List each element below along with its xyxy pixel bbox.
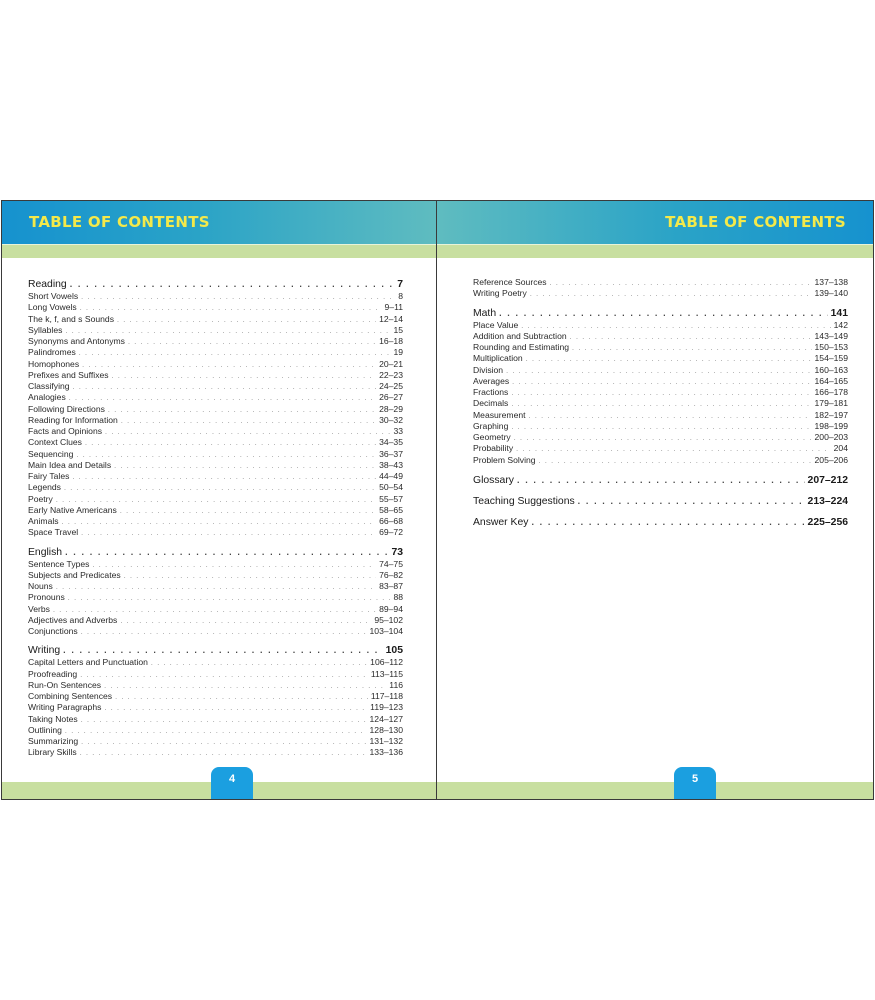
page-number-tab: 5 bbox=[674, 767, 716, 799]
dot-leader bbox=[539, 456, 812, 467]
dot-leader bbox=[85, 438, 376, 449]
toc-entry-pages: 116 bbox=[389, 679, 403, 690]
toc-entry bbox=[28, 392, 403, 403]
toc-entry-title: Division bbox=[473, 364, 504, 375]
dot-leader bbox=[499, 306, 828, 320]
toc-entry-title: Probability bbox=[473, 443, 514, 454]
left-page bbox=[2, 201, 437, 799]
toc-entry-pages: 95–102 bbox=[374, 614, 403, 625]
toc-entry bbox=[28, 657, 403, 668]
toc-entry-title: Homophones bbox=[28, 358, 80, 369]
toc-section-heading-pages: 207–212 bbox=[807, 474, 848, 486]
page-title: TABLE OF CONTENTS bbox=[29, 213, 210, 231]
page-number-tab: 4 bbox=[211, 767, 253, 799]
dot-leader bbox=[76, 450, 376, 461]
toc-entry bbox=[28, 725, 403, 736]
toc-entry-title: Synonyms and Antonyms bbox=[28, 336, 125, 346]
page-header bbox=[2, 201, 436, 244]
toc-section-heading bbox=[28, 277, 403, 291]
dot-leader bbox=[128, 337, 376, 348]
dot-leader bbox=[108, 405, 376, 416]
toc-entry-pages: 198–199 bbox=[814, 420, 848, 431]
toc-entry-pages: 66–68 bbox=[379, 516, 403, 526]
toc-section-heading-title: Answer Key bbox=[473, 516, 529, 528]
dot-leader bbox=[511, 388, 811, 399]
toc-entry-pages: 179–181 bbox=[814, 398, 848, 409]
dot-leader bbox=[81, 715, 367, 726]
toc-entry-pages: 160–163 bbox=[814, 364, 848, 375]
toc-entry-title: Context Clues bbox=[28, 437, 82, 448]
dot-leader bbox=[124, 571, 376, 582]
toc-entry bbox=[28, 415, 403, 426]
toc-section-heading-title: Reading bbox=[28, 279, 67, 290]
dot-leader bbox=[104, 703, 367, 714]
toc-entry bbox=[28, 604, 403, 615]
dot-leader bbox=[529, 411, 812, 422]
dot-leader bbox=[114, 461, 376, 472]
toc-entry-pages: 133–136 bbox=[369, 747, 403, 758]
toc-entry-pages: 44–49 bbox=[379, 471, 403, 481]
toc-entry-pages: 38–43 bbox=[379, 459, 403, 470]
toc-entry-pages: 36–37 bbox=[379, 448, 403, 459]
dot-leader bbox=[526, 354, 812, 365]
toc-entry-pages: 124–127 bbox=[369, 713, 403, 724]
dot-leader bbox=[115, 692, 368, 703]
spacer bbox=[473, 508, 848, 515]
toc-entry bbox=[28, 370, 403, 381]
toc-entry-pages: 106–112 bbox=[370, 657, 403, 668]
dot-leader bbox=[73, 382, 377, 393]
dot-leader bbox=[70, 277, 395, 291]
toc-entry bbox=[28, 426, 403, 437]
dot-leader bbox=[105, 427, 390, 438]
toc-entry-title: Following Directions bbox=[28, 403, 105, 414]
toc-entry-pages: 26–27 bbox=[379, 392, 403, 403]
toc-entry bbox=[28, 471, 403, 482]
toc-entry bbox=[28, 527, 403, 538]
toc-section-heading-title: English bbox=[28, 546, 63, 558]
dot-leader bbox=[517, 473, 805, 487]
toc-entry bbox=[473, 331, 848, 342]
toc-entry-pages: 88 bbox=[393, 592, 403, 603]
dot-leader bbox=[512, 377, 811, 388]
toc-entry-title: Writing Poetry bbox=[473, 288, 527, 299]
toc-entry-title: Early Native Americans bbox=[28, 504, 117, 515]
toc-entry-pages: 205–206 bbox=[814, 454, 848, 465]
toc-section-heading bbox=[28, 643, 403, 657]
toc-entry-pages: 69–72 bbox=[379, 527, 403, 538]
toc-entry-title: Facts and Opinions bbox=[28, 426, 103, 436]
toc-section-heading-title: Glossary bbox=[473, 474, 514, 486]
toc-entry-pages: 15 bbox=[393, 324, 403, 335]
toc-entry-title: Short Vowels bbox=[28, 291, 79, 301]
toc-section-heading-title: Teaching Suggestions bbox=[473, 495, 575, 507]
toc-section-heading-pages: 105 bbox=[385, 645, 403, 657]
toc-entry-title: Analogies bbox=[28, 392, 66, 403]
toc-entry-pages: 33 bbox=[393, 426, 403, 436]
toc-entry-pages: 83–87 bbox=[379, 581, 403, 591]
toc-entry bbox=[473, 455, 848, 466]
toc-entry-title: Poetry bbox=[28, 493, 53, 504]
toc-entry bbox=[473, 443, 848, 454]
toc-entry bbox=[473, 320, 848, 331]
toc-entry-pages: 58–65 bbox=[379, 504, 403, 515]
toc-entry-title: Space Travel bbox=[28, 527, 79, 538]
toc-entry-pages: 89–94 bbox=[379, 603, 403, 614]
dot-leader bbox=[572, 343, 812, 354]
toc-entry bbox=[473, 342, 848, 353]
toc-entry bbox=[28, 482, 403, 493]
toc-entry-title: Run-On Sentences bbox=[28, 679, 102, 690]
toc-entry bbox=[28, 702, 403, 713]
page-title: TABLE OF CONTENTS bbox=[665, 213, 846, 231]
toc-section-heading bbox=[28, 545, 403, 559]
dot-leader bbox=[550, 278, 812, 289]
dot-leader bbox=[65, 726, 367, 737]
toc-entry bbox=[28, 691, 403, 702]
toc-entry-title: Palindromes bbox=[28, 347, 76, 358]
toc-section-heading bbox=[473, 494, 848, 508]
dot-leader bbox=[120, 506, 376, 517]
dot-leader bbox=[82, 360, 376, 371]
toc-entry-pages: 12–14 bbox=[379, 313, 403, 324]
toc-entry-pages: 113–115 bbox=[370, 668, 403, 679]
toc-entry-title: Classifying bbox=[28, 381, 70, 391]
dot-leader bbox=[63, 643, 383, 657]
toc-entry-pages: 16–18 bbox=[379, 336, 403, 346]
dot-leader bbox=[81, 528, 376, 539]
toc-entry bbox=[473, 432, 848, 443]
dot-leader bbox=[81, 292, 395, 303]
toc-entry-title: Sentence Types bbox=[28, 558, 90, 569]
toc-entry-title: Library Skills bbox=[28, 747, 77, 758]
toc-entry-pages: 19 bbox=[393, 347, 403, 358]
toc-entry bbox=[28, 291, 403, 302]
toc-entry bbox=[28, 626, 403, 637]
toc-entry-title: Combining Sentences bbox=[28, 691, 113, 701]
toc-entry-title: Fractions bbox=[473, 387, 509, 397]
toc-entry bbox=[28, 336, 403, 347]
toc-entry bbox=[28, 680, 403, 691]
toc-entry bbox=[28, 314, 403, 325]
dot-leader bbox=[578, 494, 805, 508]
toc-section-heading bbox=[473, 306, 848, 320]
toc-section-heading-title: Writing bbox=[28, 645, 61, 657]
toc-entry-title: Graphing bbox=[473, 420, 509, 431]
toc-entry-title: Long Vowels bbox=[28, 302, 77, 313]
toc-entry-pages: 22–23 bbox=[379, 369, 403, 380]
toc-entry-pages: 200–203 bbox=[814, 432, 848, 442]
toc-entry-pages: 74–75 bbox=[379, 558, 403, 569]
dot-leader bbox=[80, 670, 368, 681]
toc-entry bbox=[28, 615, 403, 626]
toc-entry-pages: 117–118 bbox=[370, 691, 403, 701]
toc-entry-pages: 131–132 bbox=[369, 736, 403, 746]
toc-entry-title: Proofreading bbox=[28, 668, 78, 679]
toc-entry-title: Conjunctions bbox=[28, 626, 78, 636]
dot-leader bbox=[68, 593, 391, 604]
toc-entry bbox=[473, 288, 848, 299]
dot-leader bbox=[81, 737, 366, 748]
table-of-contents-right bbox=[473, 277, 848, 529]
toc-entry bbox=[28, 302, 403, 313]
toc-entry-pages: 142 bbox=[833, 319, 848, 330]
toc-entry bbox=[28, 581, 403, 592]
toc-entry-pages: 8 bbox=[398, 291, 403, 301]
toc-entry-title: Verbs bbox=[28, 603, 50, 614]
toc-section-heading-pages: 141 bbox=[830, 307, 848, 319]
toc-entry bbox=[28, 714, 403, 725]
dot-leader bbox=[80, 748, 367, 759]
toc-entry-pages: 154–159 bbox=[814, 353, 848, 364]
dot-leader bbox=[516, 444, 831, 455]
toc-section-heading-pages: 225–256 bbox=[807, 516, 848, 528]
toc-entry-pages: 128–130 bbox=[369, 724, 403, 735]
dot-leader bbox=[79, 348, 391, 359]
toc-entry bbox=[473, 353, 848, 364]
table-of-contents-left bbox=[28, 277, 403, 759]
toc-entry bbox=[28, 359, 403, 370]
toc-entry-pages: 28–29 bbox=[379, 403, 403, 414]
toc-entry bbox=[473, 365, 848, 376]
toc-entry-pages: 9–11 bbox=[384, 302, 403, 313]
toc-entry-pages: 143–149 bbox=[814, 330, 848, 341]
toc-entry bbox=[28, 669, 403, 680]
toc-entry-title: Summarizing bbox=[28, 736, 79, 746]
dot-leader bbox=[514, 433, 812, 444]
toc-entry bbox=[28, 449, 403, 460]
toc-entry-title: Nouns bbox=[28, 581, 53, 591]
dot-leader bbox=[72, 472, 376, 483]
toc-entry-pages: 30–32 bbox=[379, 414, 403, 425]
toc-entry-title: Legends bbox=[28, 482, 61, 493]
toc-entry-title: Averages bbox=[473, 375, 510, 386]
toc-entry-pages: 55–57 bbox=[379, 493, 403, 504]
dot-leader bbox=[511, 399, 811, 410]
toc-entry-title: Taking Notes bbox=[28, 713, 78, 724]
toc-entry bbox=[28, 347, 403, 358]
toc-entry-pages: 50–54 bbox=[379, 482, 403, 493]
toc-entry-pages: 139–140 bbox=[814, 288, 848, 299]
toc-entry-title: The k, f, and s Sounds bbox=[28, 313, 114, 324]
toc-entry-pages: 34–35 bbox=[379, 437, 403, 448]
toc-entry-title: Writing Paragraphs bbox=[28, 702, 102, 713]
toc-entry-pages: 137–138 bbox=[814, 277, 848, 287]
dot-leader bbox=[62, 517, 377, 528]
toc-entry bbox=[28, 516, 403, 527]
toc-entry bbox=[28, 592, 403, 603]
toc-entry-title: Main Idea and Details bbox=[28, 459, 112, 470]
toc-entry bbox=[473, 387, 848, 398]
toc-entry-title: Decimals bbox=[473, 398, 509, 409]
dot-leader bbox=[81, 627, 367, 638]
toc-entry-title: Addition and Subtraction bbox=[473, 330, 567, 341]
toc-entry-title: Syllables bbox=[28, 324, 63, 335]
dot-leader bbox=[56, 582, 376, 593]
toc-entry bbox=[28, 570, 403, 581]
toc-entry-pages: 20–21 bbox=[379, 358, 403, 369]
toc-entry bbox=[28, 505, 403, 516]
toc-entry-pages: 103–104 bbox=[369, 626, 403, 636]
toc-entry bbox=[28, 325, 403, 336]
toc-entry bbox=[28, 460, 403, 471]
toc-entry-pages: 119–123 bbox=[370, 702, 403, 713]
toc-section-heading-pages: 73 bbox=[391, 546, 403, 558]
toc-entry-title: Rounding and Estimating bbox=[473, 342, 570, 352]
toc-entry-title: Animals bbox=[28, 516, 59, 526]
toc-entry-pages: 150–153 bbox=[814, 342, 848, 352]
toc-entry-title: Adjectives and Adverbs bbox=[28, 614, 118, 625]
toc-entry bbox=[28, 559, 403, 570]
toc-entry-title: Outlining bbox=[28, 724, 62, 735]
right-page bbox=[437, 201, 873, 799]
toc-entry-title: Geometry bbox=[473, 432, 511, 442]
toc-entry bbox=[473, 277, 848, 288]
dot-leader bbox=[120, 616, 371, 627]
dot-leader bbox=[530, 289, 812, 300]
toc-entry-title: Place Value bbox=[473, 319, 519, 330]
toc-entry bbox=[28, 736, 403, 747]
dot-leader bbox=[92, 560, 376, 571]
toc-entry bbox=[28, 437, 403, 448]
toc-entry bbox=[28, 747, 403, 758]
dot-leader bbox=[151, 658, 367, 669]
toc-entry-title: Sequencing bbox=[28, 448, 74, 459]
toc-entry-pages: 204 bbox=[833, 443, 848, 454]
header-stripe bbox=[2, 244, 436, 258]
toc-entry-title: Reference Sources bbox=[473, 277, 547, 287]
toc-entry-title: Problem Solving bbox=[473, 454, 536, 465]
spacer bbox=[473, 487, 848, 494]
page-header bbox=[437, 201, 873, 244]
toc-entry-pages: 24–25 bbox=[379, 381, 403, 391]
toc-entry-pages: 166–178 bbox=[814, 387, 848, 397]
dot-leader bbox=[69, 393, 376, 404]
dot-leader bbox=[65, 545, 388, 559]
toc-entry-pages: 76–82 bbox=[379, 569, 403, 580]
toc-entry-title: Capital Letters and Punctuation bbox=[28, 657, 148, 668]
dot-leader bbox=[531, 515, 804, 529]
dot-leader bbox=[80, 303, 382, 314]
toc-section-heading bbox=[473, 515, 848, 529]
dot-leader bbox=[511, 422, 811, 433]
toc-section-heading bbox=[473, 473, 848, 487]
spacer bbox=[473, 466, 848, 473]
dot-leader bbox=[64, 483, 376, 494]
toc-entry bbox=[473, 398, 848, 409]
toc-entry bbox=[28, 404, 403, 415]
dot-leader bbox=[570, 332, 812, 343]
book-spread bbox=[1, 200, 874, 800]
header-stripe bbox=[437, 244, 873, 258]
toc-entry-title: Measurement bbox=[473, 409, 526, 420]
footer-stripe bbox=[437, 782, 873, 799]
toc-entry-title: Prefixes and Suffixes bbox=[28, 369, 109, 380]
toc-entry bbox=[473, 421, 848, 432]
toc-entry bbox=[473, 376, 848, 387]
toc-entry-pages: 182–197 bbox=[814, 409, 848, 420]
toc-entry bbox=[473, 410, 848, 421]
toc-entry-pages: 164–165 bbox=[814, 375, 848, 386]
toc-entry bbox=[28, 494, 403, 505]
toc-entry-title: Reading for Information bbox=[28, 414, 118, 425]
toc-entry-title: Subjects and Predicates bbox=[28, 569, 121, 580]
toc-section-heading-pages: 213–224 bbox=[807, 495, 848, 507]
dot-leader bbox=[112, 371, 377, 382]
toc-entry bbox=[28, 381, 403, 392]
toc-entry-title: Fairy Tales bbox=[28, 471, 70, 481]
dot-leader bbox=[104, 681, 386, 692]
toc-section-heading-pages: 7 bbox=[397, 279, 403, 290]
toc-entry-title: Pronouns bbox=[28, 592, 65, 603]
dot-leader bbox=[121, 416, 376, 427]
toc-section-heading-title: Math bbox=[473, 307, 497, 319]
toc-entry-title: Multiplication bbox=[473, 353, 523, 364]
dot-leader bbox=[117, 315, 376, 326]
dot-leader bbox=[506, 366, 811, 377]
